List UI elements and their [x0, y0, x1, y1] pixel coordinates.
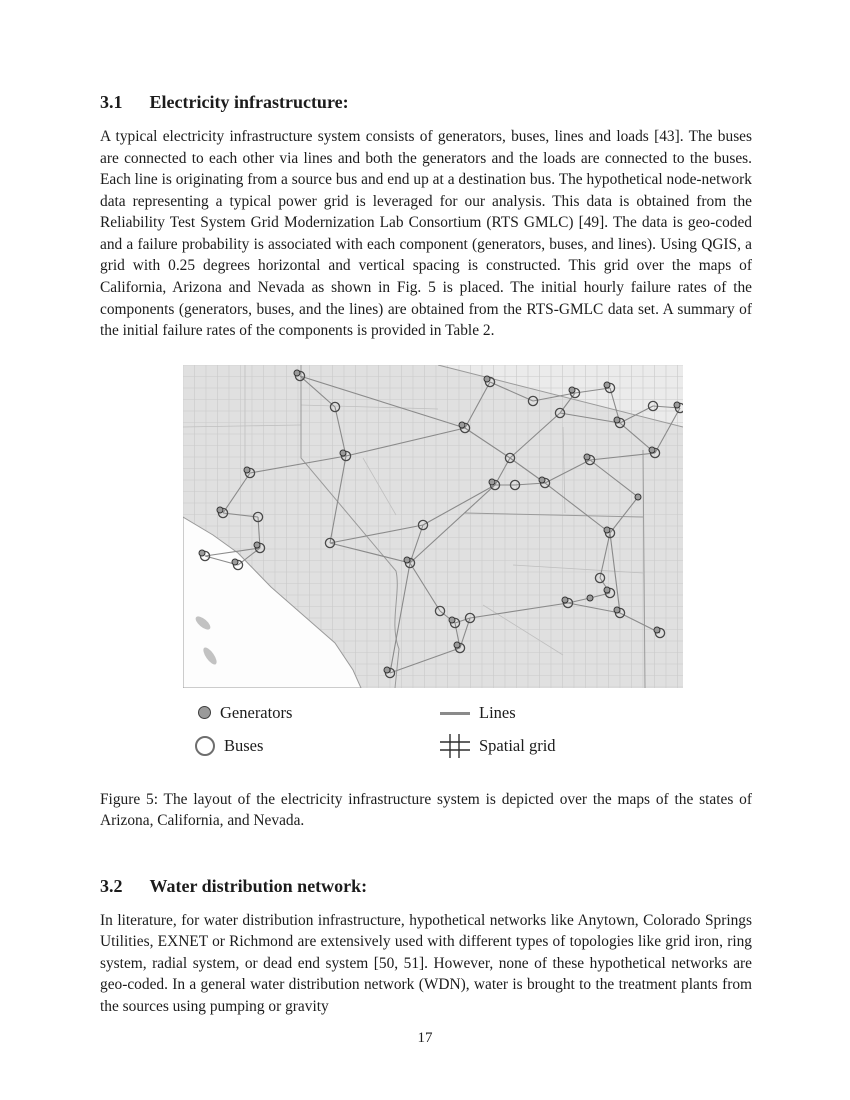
- legend-column-right: [440, 701, 556, 758]
- legend-label-buses: Buses: [224, 735, 264, 755]
- legend-item-generators: [195, 701, 440, 725]
- electricity-map-svg: [183, 365, 683, 688]
- section-3-2-number: 3.2: [100, 875, 123, 896]
- legend-label-lines: Lines: [479, 702, 516, 722]
- section-3-1-number: 3.1: [100, 92, 123, 112]
- legend-label-spatial-grid: Spatial grid: [479, 735, 556, 755]
- section-3-2-body: In literature, for water distribution infrastructure, hypothetical networks like Anytown, Colorado Springs Utilities, EXNET or Richmond are extensively used with different types of topologies like grid iron, ring system, radial system, or dead end system [50, 51]. However, none of these hypothetical networks are geo-coded. In a general water distribution network (WDN), water is brought to the treatment plants from the sources using pumping or gravity: [100, 911, 752, 1015]
- figure-legend: [195, 701, 675, 758]
- electricity-network-map: [183, 365, 683, 688]
- legend-item-buses: [195, 734, 440, 758]
- line-icon: [440, 712, 470, 715]
- legend-item-spatial-grid: [440, 734, 556, 758]
- legend-label-generators: Generators: [220, 702, 293, 722]
- section-3-1-title: Electricity infrastructure:: [149, 92, 349, 112]
- legend-column-left: [195, 701, 440, 758]
- section-3-2-title: Water distribution network:: [149, 875, 368, 896]
- bus-icon: [195, 736, 215, 756]
- legend-item-lines: [440, 701, 556, 725]
- section-3-2: [100, 876, 752, 1018]
- section-3-1-heading: [100, 92, 752, 113]
- generator-icon: [198, 706, 211, 719]
- spatial-grid-icon: [440, 734, 470, 758]
- page-number: 17: [417, 1030, 433, 1046]
- figure-5: [100, 365, 752, 832]
- section-3-1-body: A typical electricity infrastructure system consists of generators, buses, lines and loads [43]. The buses are connected to each other via lines and both the generators and the loads are connected to the buses. Each line is originating from a source bus and end up at a destination bus. The hypothetical node-network data representing a typical power grid is leveraged for our analysis. This data is obtained from the Reliability Test System Grid Modernization Lab Consortium (RTS GMLC) [49]. The data is geo-coded and a failure probability is associated with each component (generators, buses, and lines). Using QGIS, a grid with 0.25 degrees horizontal and vertical spacing is constructed. This grid over the maps of California, Arizona and Nevada as shown in Fig. 5 is placed. The initial hourly failure rates of the components (generators, buses, and the lines) are obtained from the RTS-GMLC data set. A summary of the initial failure rates of the components is provided in Table 2.: [100, 128, 752, 340]
- section-3-2-heading: [100, 876, 752, 897]
- paper-content: [100, 92, 752, 1018]
- figure-caption: Figure 5: The layout of the electricity infrastructure system is depicted over the maps of the states of Arizona, California, and Nevada.: [100, 790, 752, 830]
